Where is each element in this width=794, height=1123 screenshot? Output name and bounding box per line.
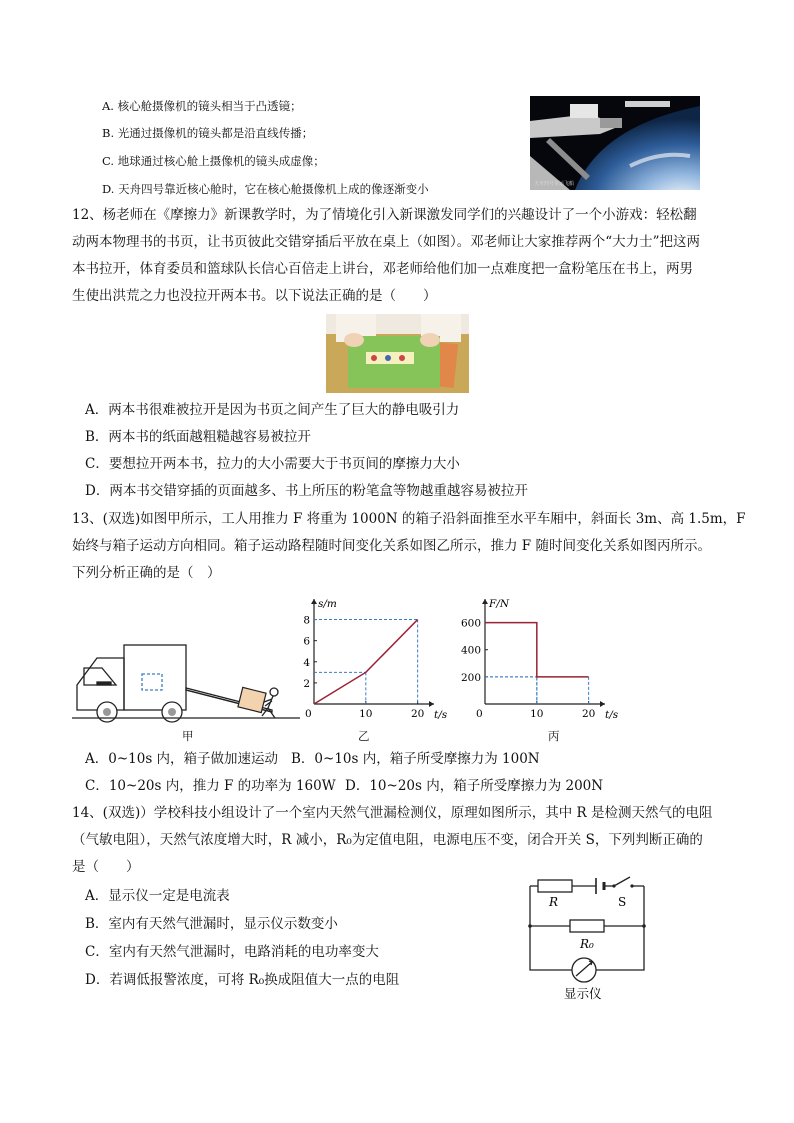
q14-option-b: B．室内有天然气泄漏时，显示仪示数变小	[85, 916, 338, 932]
x-tick-label: 0	[305, 708, 312, 720]
meter-label: 显示仪	[564, 986, 602, 1001]
y-tick-label: 4	[303, 656, 310, 669]
series-line	[314, 620, 418, 704]
box-in-truck	[142, 674, 162, 690]
x-tick-label: 0	[476, 708, 483, 720]
q12-line: 本书拉开，体育委员和篮球队长信心百倍走上讲台，邓老师给他们加一点难度把一盒粉笔压在书上，两男	[72, 261, 693, 277]
box-on-ramp	[238, 687, 266, 712]
q13-option-b: B．0~10s 内，箱子所受摩擦力为 100N	[291, 751, 540, 767]
truck-body	[124, 645, 186, 710]
circuit-diagram	[520, 872, 660, 1004]
y-tick-label: 200	[460, 671, 481, 684]
q14-line: 是（ ）	[72, 859, 140, 875]
q12-options	[72, 397, 752, 505]
s-label: S	[618, 895, 627, 909]
fig-label-yi: 乙	[358, 729, 370, 743]
fig-label-jia: 甲	[182, 729, 194, 743]
x-axis-label: t/s	[434, 709, 448, 721]
y-axis-label: F/N	[489, 598, 510, 610]
photo-caption: 天舟四号货运飞船	[534, 181, 575, 187]
x-axis-arrow	[600, 701, 605, 707]
q13-option-a: A．0~10s 内，箱子做加速运动	[85, 751, 279, 767]
y-tick-label: 2	[303, 677, 310, 690]
q12-line: 生使出洪荒之力也没拉开两本书。以下说法正确的是（ ）	[72, 288, 437, 304]
x-axis-label: t/s	[605, 709, 619, 721]
q14-line: （气敏电阻），天然气浓度增大时，R 减小，R₀为定值电阻，电源电压不变，闭合开关 S，下列判断正确的	[72, 832, 703, 848]
q14-stem	[72, 800, 752, 881]
gas-sensor-resistor	[538, 880, 572, 892]
q12-option-d: D．两本书交错穿插的页面越多、书上所压的粉笔盒等物越重越容易被拉开	[85, 483, 528, 499]
q12-option-c: C．要想拉开两本书，拉力的大小需要大于书页间的摩擦力大小	[85, 456, 460, 472]
r0-resistor	[570, 920, 604, 932]
y-tick-label: 6	[303, 635, 310, 648]
q13-line: 13、(双选)如图甲所示，工人用推力 F 将重为 1000N 的箱子沿斜面推至水平车厢中，斜面长 3m、高 1.5m，F	[72, 511, 746, 527]
y-tick-label: 8	[303, 614, 310, 627]
q11-option-a: A. 核心舱摄像机的镜头相当于凸透镜；	[102, 99, 302, 113]
q13-option-c: C．10~20s 内，推力 F 的功率为 160W	[85, 778, 336, 794]
q13-line: 始终与箱子运动方向相同。箱子运动路程随时间变化关系如图乙所示，推力 F 随时间变化关系如图丙所示。	[72, 538, 711, 554]
x-tick-label: 10	[359, 708, 373, 720]
y-tick-label: 400	[460, 644, 481, 657]
q14-option-a: A．显示仪一定是电流表	[85, 888, 230, 904]
chart-s-t	[290, 588, 460, 723]
switch-lever	[614, 877, 630, 886]
q12-line: 12、杨老师在《摩擦力》新课教学时，为了情境化引入新课激发同学们的兴趣设计了一个小游戏：轻松翻	[72, 207, 697, 223]
q12-option-a: A．两本书很难被拉开是因为书页之间产生了巨大的静电吸引力	[85, 402, 460, 418]
q13-line: 下列分析正确的是（ ）	[72, 565, 221, 581]
x-axis-arrow	[429, 701, 434, 707]
q14-option-d: D．若调低报警浓度，可将 R₀换成阻值大一点的电阻	[85, 972, 400, 988]
y-tick-label: 600	[460, 617, 481, 630]
series-line	[485, 623, 589, 677]
x-tick-label: 10	[530, 708, 544, 720]
q12-line: 动两本物理书的书页，让书页彼此交错穿插后平放在桌上（如图）。邓老师让大家推荐两个“大力士”把这两	[72, 234, 701, 250]
x-tick-label: 20	[581, 708, 596, 720]
y-axis-arrow	[482, 599, 488, 604]
q12-stem	[72, 202, 752, 310]
interleaved-books-photo	[326, 314, 469, 393]
x-tick-label: 20	[410, 708, 425, 720]
q12-option-b: B．两本书的纸面越粗糙越容易被拉开	[85, 429, 311, 445]
y-axis-arrow	[311, 599, 317, 604]
q13-stem	[72, 506, 752, 587]
q13-option-d: D．10~20s 内，箱子所受摩擦力为 200N	[345, 778, 604, 794]
r0-label: R₀	[580, 937, 594, 951]
chart-f-t	[455, 588, 635, 723]
q11-option-c: C. 地球通过核心舱上摄像机的镜头成虚像；	[102, 154, 325, 168]
y-axis-label: s/m	[318, 598, 337, 610]
q11-option-d: D. 天舟四号靠近核心舱时，它在核心舱摄像机上成的像逐渐变小	[102, 182, 429, 196]
q14-line: 14、(双选)）学校科技小组设计了一个室内天然气泄漏检测仪，原理如图所示，其中 R 是检测天然气的电阻	[72, 805, 713, 821]
q14-options	[85, 882, 399, 994]
q14-option-c: C．室内有天然气泄漏时，电路消耗的电功率变大	[85, 944, 379, 960]
space-station-photo	[530, 96, 700, 190]
r-label: R	[549, 895, 559, 909]
fig-label-bing: 丙	[548, 729, 560, 743]
q11-option-b: B. 光通过摄像机的镜头都是沿直线传播；	[102, 126, 314, 140]
truck-ramp-figure	[72, 640, 302, 736]
